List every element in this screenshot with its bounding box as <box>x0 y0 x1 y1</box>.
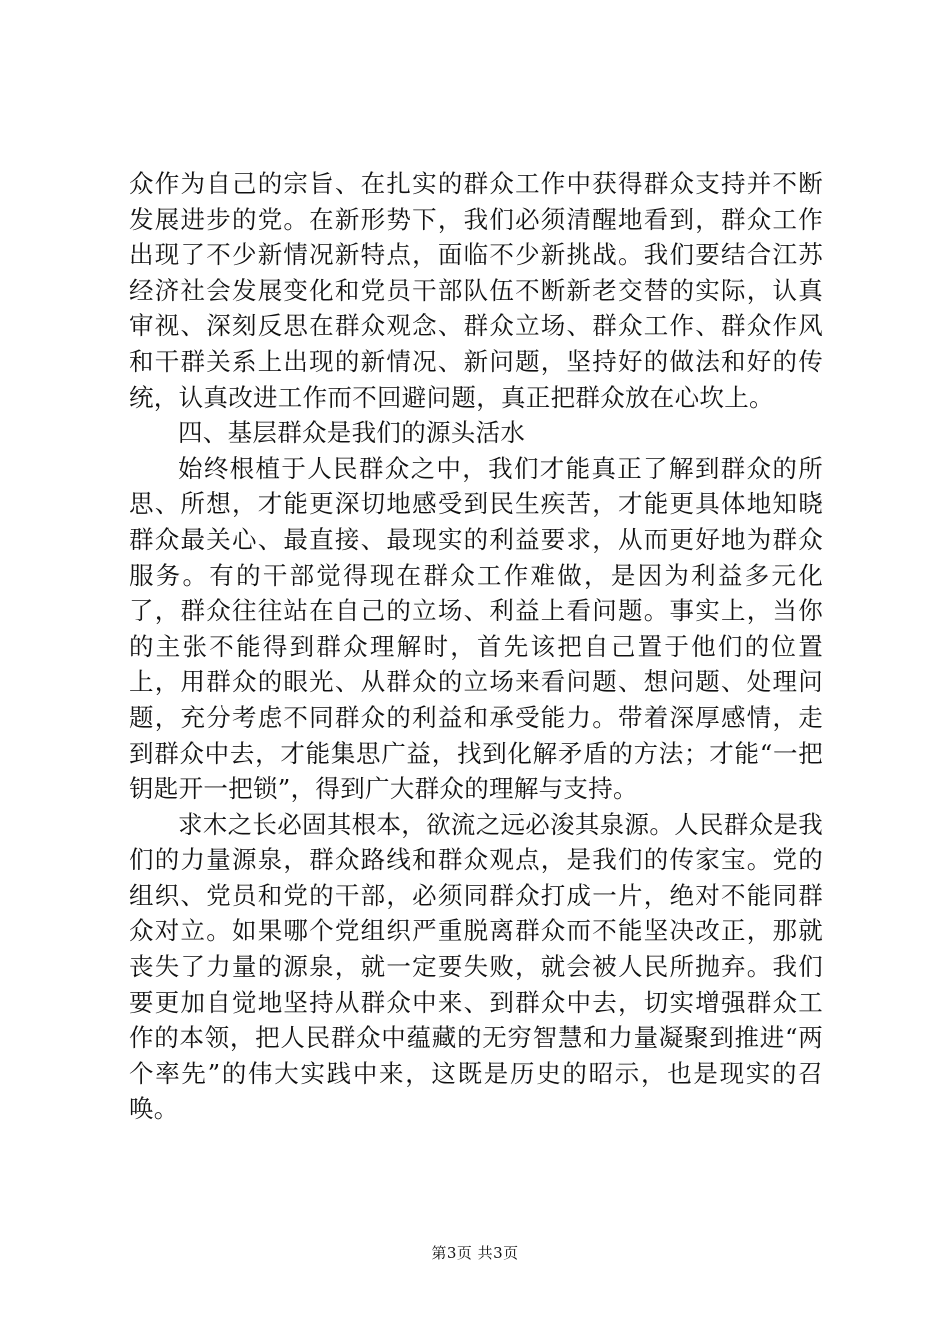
paragraph-continuation: 众作为自己的宗旨、在扎实的群众工作中获得群众支持并不断发展进步的党。在新形势下，我们必须清醒地看到，群众工作出现了不少新情况新特点，面临不少新挑战。我们要结合江苏经济社会发展变化和党员干部队伍不断新老交替的实际，认真审视、深刻反思在群众观念、群众立场、群众工作、群众作风和干群关系上出现的新情况、新问题，坚持好的做法和好的传统，认真改进工作而不回避问题，真正把群众放在心坎上。 <box>129 169 823 412</box>
paragraph: 求木之长必固其根本，欲流之远必浚其泉源。人民群众是我们的力量源泉，群众路线和群众观点，是我们的传家宝。党的组织、党员和党的干部，必须同群众打成一片，绝对不能同群众对立。如果哪个党组织严重脱离群众而不能坚决改正，那就丧失了力量的源泉，就一定要失败，就会被人民所抛弃。我们要更加自觉地坚持从群众中来、到群众中去，切实增强群众工作的本领，把人民群众中蕴藏的无穷智慧和力量凝聚到推进“两个率先”的伟大实践中来，这既是历史的昭示，也是现实的召唤。 <box>129 809 824 1124</box>
section-heading: 四、基层群众是我们的源头活水 <box>178 418 526 448</box>
document-body <box>129 166 823 1127</box>
page-footer: 第3页 共3页 <box>431 1244 519 1262</box>
paragraph: 始终根植于人民群众之中，我们才能真正了解到群众的所思、所想，才能更深切地感受到民生疾苦，才能更具体地知晓群众最关心、最直接、最现实的利益要求，从而更好地为群众服务。有的干部觉得现在群众工作难做，是因为利益多元化了，群众往往站在自己的立场、利益上看问题。事实上，当你的主张不能得到群众理解时，首先该把自己置于他们的位置上，用群众的眼光、从群众的立场来看问题、想问题、处理问题，充分考虑不同群众的利益和承受能力。带着深厚感情，走到群众中去，才能集思广益，找到化解矛盾的方法；才能“一把钥匙开一把锁”，得到广大群众的理解与支持。 <box>129 453 824 804</box>
